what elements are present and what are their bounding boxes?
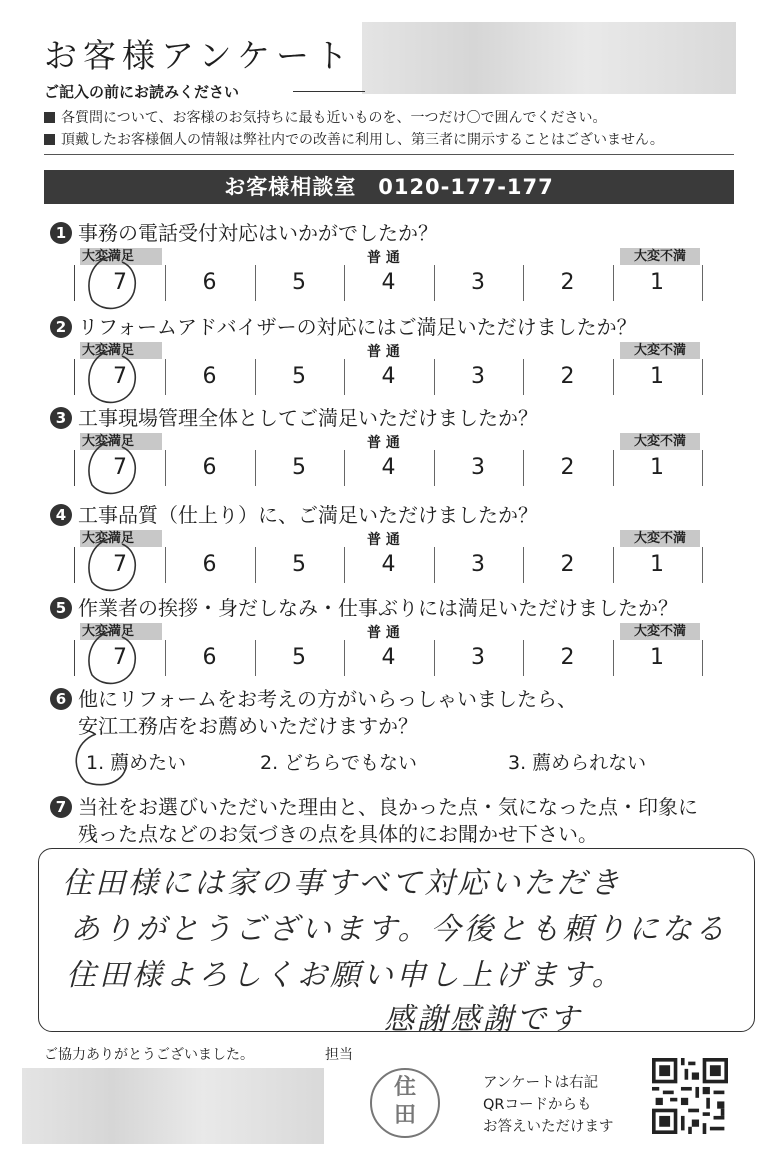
qr-note-line: QRコードからも [483, 1097, 592, 1113]
instructions-heading: ご記入の前にお読みください [44, 83, 240, 101]
rating-option-4[interactable]: 4 [344, 450, 435, 486]
question-text: 他にリフォームをお考えの方がいらっしゃいましたら、 [78, 687, 577, 711]
consultation-banner: お客様相談室 0120-177-177 [44, 170, 734, 204]
square-bullet-icon [44, 112, 55, 123]
question-number: 4 [50, 504, 72, 526]
qr-code-icon[interactable] [652, 1058, 728, 1134]
selection-circle-mark [78, 536, 148, 596]
rating-option-4[interactable]: 4 [344, 640, 435, 676]
selection-circle-mark [78, 629, 148, 689]
rating-option-1[interactable]: 1 [612, 450, 703, 486]
rating-option-7[interactable]: 7 [75, 265, 166, 301]
selection-circle-mark [78, 254, 148, 314]
question-text: 工事品質（仕上り）に、ご満足いただけましたか？ [78, 503, 538, 527]
question-heading [50, 499, 538, 528]
rating-scale [74, 547, 703, 583]
scale-label-very-satisfied: 大変満足 [80, 433, 162, 450]
scale-label-neutral: 普 通 [367, 625, 400, 641]
scale-label-very-dissatisfied: 大変不満 [620, 433, 700, 450]
rating-scale [74, 265, 703, 301]
rating-option-3[interactable]: 3 [433, 640, 524, 676]
question-text: リフォームアドバイザーの対応にはご満足いただけましたか？ [78, 315, 637, 339]
rating-option-5[interactable]: 5 [254, 547, 345, 583]
rating-option-7[interactable]: 7 [75, 359, 166, 395]
question-text: 作業者の挨拶・身だしなみ・仕事ぶりには満足いただけましたか？ [78, 596, 678, 620]
rating-option-3[interactable]: 3 [433, 265, 524, 301]
question-number: 1 [50, 222, 72, 244]
scale-label-very-dissatisfied: 大変不満 [620, 623, 700, 640]
selection-circle-mark [66, 728, 156, 788]
rating-option-2[interactable]: 2 [523, 450, 614, 486]
question-number: 2 [50, 316, 72, 338]
question-number: 5 [50, 597, 72, 619]
rating-option-2[interactable]: 2 [523, 640, 614, 676]
rating-option-6[interactable]: 6 [165, 359, 256, 395]
rating-option-6[interactable]: 6 [165, 450, 256, 486]
selection-circle-mark [78, 348, 148, 408]
rating-scale [74, 359, 703, 395]
question-number: 6 [50, 688, 72, 710]
scale-label-neutral: 普 通 [367, 344, 400, 360]
rating-option-6[interactable]: 6 [165, 640, 256, 676]
question-number: 7 [50, 796, 72, 818]
qr-note [483, 1072, 614, 1138]
rating-option-5[interactable]: 5 [254, 265, 345, 301]
option-not-recommend[interactable]: 3. 薦められない [508, 752, 647, 774]
rating-option-1[interactable]: 1 [612, 265, 703, 301]
question-7 [50, 791, 698, 820]
note-2 [44, 129, 664, 149]
stamp-char: 住 [393, 1075, 416, 1100]
footer-thanks: ご協力ありがとうございました。 [44, 1047, 254, 1063]
option-neutral[interactable]: 2. どちらでもない [260, 752, 417, 774]
note-text: 各質問について、お客様のお気持ちに最も近いものを、一つだけ〇で囲んでください。 [61, 110, 607, 126]
rating-option-6[interactable]: 6 [165, 265, 256, 301]
handwritten-line: 住田様には家の事すべて対応いただき [62, 866, 623, 901]
question-text: 当社をお選びいただいた理由と、良かった点・気になった点・印象に [78, 795, 698, 819]
rating-option-7[interactable]: 7 [75, 547, 166, 583]
rating-option-4[interactable]: 4 [344, 359, 435, 395]
note-text: 頂戴したお客様個人の情報は弊社内での改善に利用し、第三者に開示することはございません。 [61, 132, 664, 148]
qr-note-line: アンケートは右記 [483, 1075, 599, 1091]
stamp-char: 田 [393, 1103, 416, 1128]
scale-label-very-satisfied: 大変満足 [80, 248, 162, 265]
scale-label-neutral: 普 通 [367, 532, 400, 548]
question-text: 事務の電話受付対応はいかがでしたか？ [78, 221, 438, 245]
selection-circle-mark [78, 439, 148, 499]
qr-note-line: お答えいただけます [483, 1119, 614, 1135]
handwritten-line: 感謝感謝です [384, 1002, 582, 1037]
question-7-line2: 残った点などのお気づきの点を具体的にお聞かせ下さい。 [78, 822, 598, 846]
question-heading [50, 217, 438, 246]
rating-option-1[interactable]: 1 [612, 359, 703, 395]
question-heading [50, 311, 637, 340]
rating-option-2[interactable]: 2 [523, 265, 614, 301]
rating-option-2[interactable]: 2 [523, 547, 614, 583]
staff-seal-stamp [370, 1068, 440, 1138]
handwritten-line: ありがとうございます。今後とも頼りになる [70, 912, 728, 947]
scale-label-very-dissatisfied: 大変不満 [620, 530, 700, 547]
rating-scale [74, 450, 703, 486]
rating-option-1[interactable]: 1 [612, 547, 703, 583]
scale-label-very-dissatisfied: 大変不満 [620, 342, 700, 359]
scale-label-neutral: 普 通 [367, 435, 400, 451]
rating-scale [74, 640, 703, 676]
divider [44, 154, 734, 155]
rating-option-5[interactable]: 5 [254, 640, 345, 676]
rating-option-3[interactable]: 3 [433, 547, 524, 583]
rating-option-6[interactable]: 6 [165, 547, 256, 583]
redacted-area [22, 1068, 324, 1144]
staff-label: 担当 [325, 1047, 353, 1063]
scale-label-very-satisfied: 大変満足 [80, 342, 162, 359]
rating-option-1[interactable]: 1 [612, 640, 703, 676]
scale-label-neutral: 普 通 [367, 250, 400, 266]
rating-option-5[interactable]: 5 [254, 450, 345, 486]
question-6-line2: 安江工務店をお薦めいただけますか？ [78, 714, 418, 738]
scale-label-very-satisfied: 大変満足 [80, 530, 162, 547]
rating-option-4[interactable]: 4 [344, 547, 435, 583]
divider [293, 91, 365, 92]
option-recommend[interactable]: 1. 薦めたい [86, 752, 187, 774]
handwritten-line: 住田様よろしくお願い申し上げます。 [66, 958, 625, 993]
rating-option-2[interactable]: 2 [523, 359, 614, 395]
rating-option-5[interactable]: 5 [254, 359, 345, 395]
redacted-area [362, 22, 736, 94]
rating-option-4[interactable]: 4 [344, 265, 435, 301]
page-title: お客様アンケート [44, 36, 355, 75]
rating-option-3[interactable]: 3 [433, 450, 524, 486]
note-1 [44, 107, 606, 127]
rating-option-3[interactable]: 3 [433, 359, 524, 395]
square-bullet-icon [44, 134, 55, 145]
question-heading [50, 402, 538, 431]
scale-label-very-dissatisfied: 大変不満 [620, 248, 700, 265]
rating-option-7[interactable]: 7 [75, 640, 166, 676]
rating-option-7[interactable]: 7 [75, 450, 166, 486]
question-6 [50, 683, 577, 712]
question-number: 3 [50, 407, 72, 429]
question-heading [50, 592, 678, 621]
question-text: 工事現場管理全体としてご満足いただけましたか？ [78, 406, 538, 430]
scale-label-very-satisfied: 大変満足 [80, 623, 162, 640]
